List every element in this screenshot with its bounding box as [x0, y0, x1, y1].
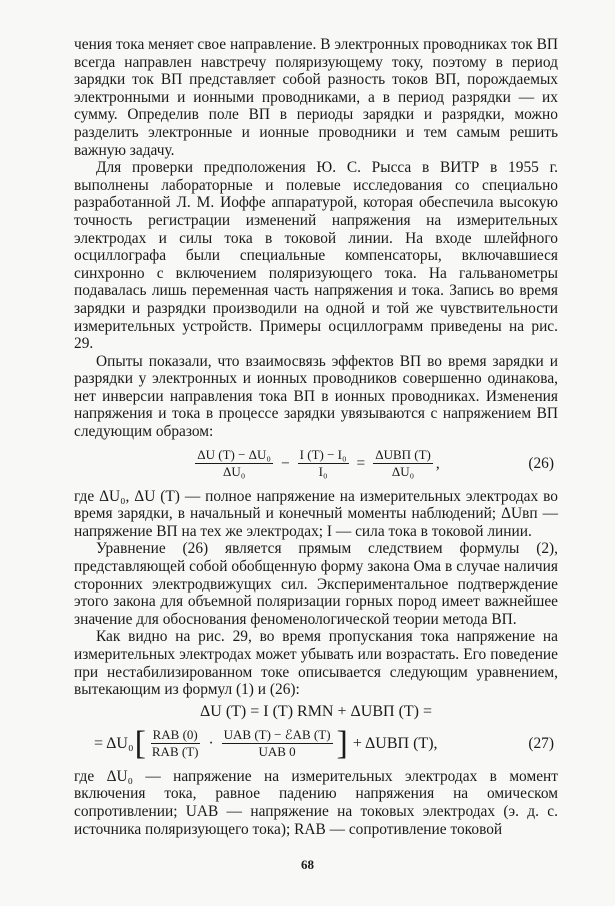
eq27-left-bracket: [ — [134, 724, 146, 762]
eq26-number: (26) — [528, 454, 554, 472]
eq26-equals: = — [356, 454, 366, 472]
eq26-minus: − — [280, 454, 290, 472]
paragraph-7: где ΔU₀ — напряжение на измерительных электродах в момент включения тока, равное падению напряжения на омическом сопротивлении; UAB — напряжение на токовых электродах (э. д. с. источника поляризующего тока); RAB — сопротивление токовой — [74, 767, 558, 838]
eq27-fraction-2 — [222, 728, 333, 759]
eq27-f2-denominator: UAB 0 — [258, 744, 296, 760]
eq26-f1-denominator: ΔU₀ — [222, 464, 246, 480]
page-number: 68 — [301, 857, 314, 872]
equation-27-line-1 — [74, 701, 558, 723]
eq26-comma: , — [435, 454, 440, 472]
paragraph-3: Опыты показали, что взаимосвязь эффектов ВП во время зарядки и разрядки у электронных и ионных проводников совершенно одинакова, нет инверсии направления тока ВП в ионных проводниках. Изменения напряжения и тока в процессе зарядки увязываются с напряжением ВП следующим образом: — [74, 352, 558, 441]
equation-27-line-2 — [74, 723, 558, 765]
eq27-f1-numerator: RAB (0) — [152, 727, 198, 743]
page-body — [74, 36, 558, 838]
paragraph-1: чения тока меняет свое направление. В электронных проводниках ток ВП всегда направлен навстречу поляризующему току, поэтому в период зарядки ток ВП представляет собой разность токов ВП, порождаемых электронными и ионными проводниками, а в период разрядки — их сумму. Определив поле ВП в периоды зарядки и разрядки, можно разделить электронные и ионные проводники и тем самым решить важную задачу. — [74, 36, 558, 159]
eq26-fraction-1 — [195, 448, 273, 479]
eq26-f3-denominator: ΔU₀ — [391, 464, 415, 480]
paragraph-2: Для проверки предположения Ю. С. Рысса в ВИТР в 1955 г. выполнены лабораторные и полевые исследования со специально разработанной Л. М. Иоффе аппаратурой, которая обеспечила высокую точность регистрации изменений напряжения на измерительных электродах и силы тока в токовой линии. На входе шлейфного осциллографа были специальные компенсаторы, включавшиеся синхронно с включением поляризующего тока. На гальванометры подавалась лишь переменная часть напряжения и тока. Запись во время зарядки и разрядки производили на одной и той же чувствительности измерительных устройств. Примеры осциллограмм приведены на рис. 29. — [74, 159, 558, 353]
eq27-right-bracket: ] — [336, 724, 348, 762]
eq26-f2-denominator: I₀ — [318, 464, 328, 480]
eq27-fraction-1 — [150, 728, 201, 759]
paragraph-6: Как видно на рис. 29, во время пропускания тока напряжение на измерительных электродах может убывать или возрастать. Его поведение при нестабилизированном токе описывается следующим уравнением, вытекающим из формул (1) и (26): — [74, 628, 558, 699]
eq27-number: (27) — [528, 734, 554, 752]
equation-26 — [74, 442, 558, 486]
eq26-fraction-3 — [373, 448, 433, 479]
eq27-f2-numerator: UAB (T) − ℰAB (T) — [223, 727, 331, 743]
eq27-f1-denominator: RAB (T) — [151, 744, 199, 760]
paragraph-5: Уравнение (26) является прямым следствием формулы (2), представляющей собой обобщенную форму закона Ома в случае наличия сторонних электродвижущих сил. Экспериментальное подтверждение этого закона для объемной поляризации горных пород имеет важнейшее значение для обоснования феноменологической теории метода ВП. — [74, 540, 558, 628]
eq27-line-1-text: ΔU (T) = I (T) RMN + ΔUВП (T) = — [199, 702, 433, 720]
eq26-fraction-2 — [298, 448, 349, 479]
eq26-f2-numerator: I (T) − I₀ — [299, 447, 347, 463]
eq26-f3-numerator: ΔUВП (T) — [375, 447, 431, 463]
eq27-dot: · — [208, 734, 214, 752]
eq27-tail: + ΔUВП (T), — [352, 734, 438, 752]
eq26-f1-numerator: ΔU (T) − ΔU₀ — [197, 447, 271, 463]
paragraph-4: где ΔU₀, ΔU (T) — полное напряжение на измерительных электродах во время зарядки, в начальный и конечный моменты наблюдений; ΔUвп — напряжение ВП на тех же электродах; I — сила тока в токовой линии. — [74, 487, 558, 540]
eq27-lead: = ΔU₀ — [94, 734, 134, 752]
